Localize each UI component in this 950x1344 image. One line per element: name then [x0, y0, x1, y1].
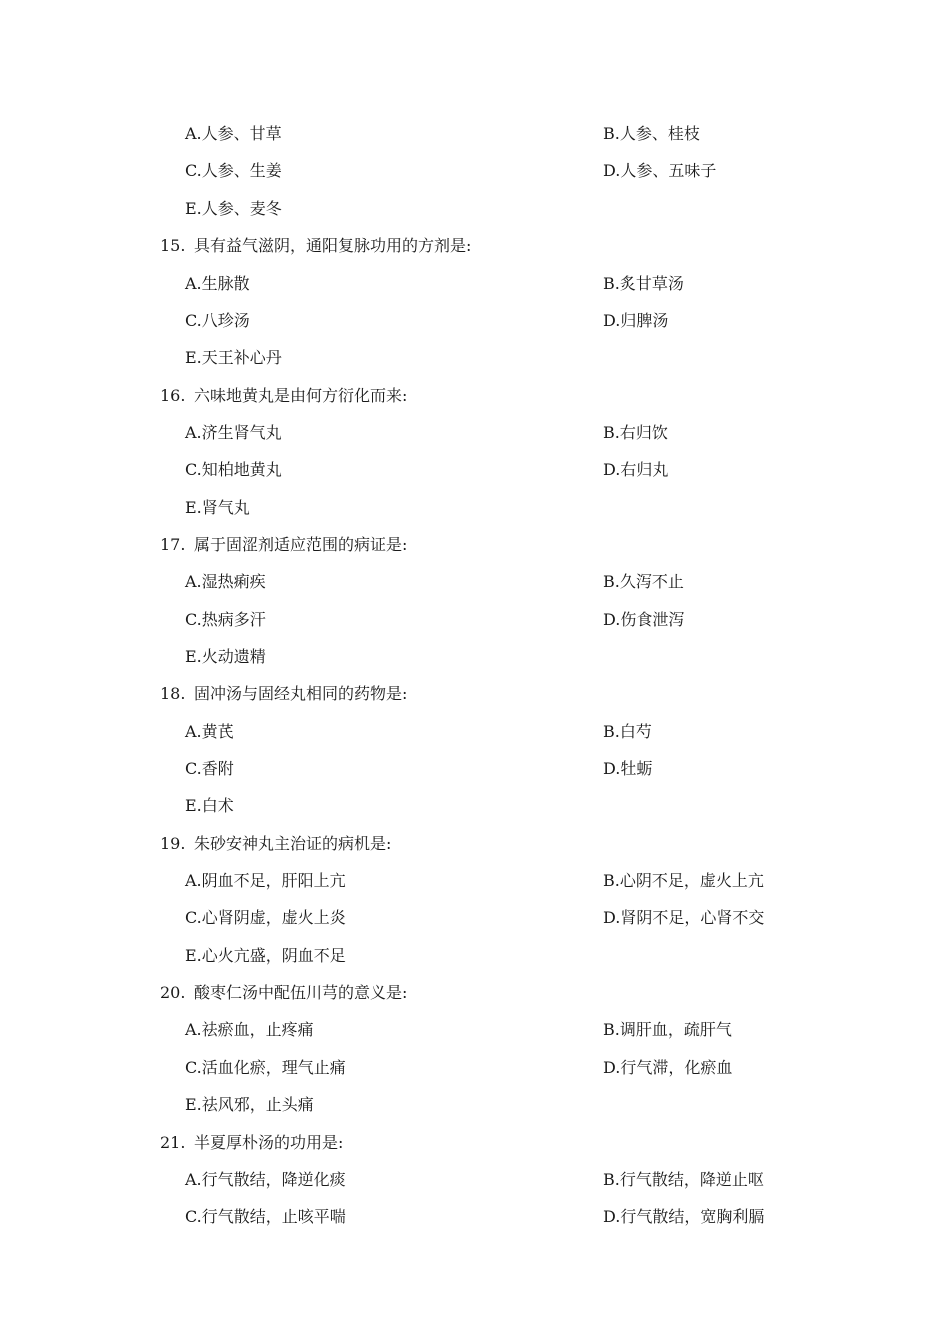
question-19: [160, 831, 391, 857]
option-d: D.肾阴不足，心肾不交: [603, 908, 765, 927]
option-row: [0, 345, 950, 371]
option-d: D.归脾汤: [603, 311, 669, 330]
option-e: E.天王补心丹: [185, 348, 282, 367]
question-row: [0, 233, 950, 259]
question-number: 17.: [160, 535, 186, 554]
option-row: [0, 196, 950, 222]
option-row: [0, 943, 950, 969]
option-row: [0, 495, 950, 521]
question-stem: 半夏厚朴汤的功用是:: [194, 1133, 344, 1152]
option-b: B.白芍: [603, 722, 652, 741]
question-stem: 六味地黄丸是由何方衍化而来:: [194, 386, 408, 405]
option-row: [0, 1167, 950, 1193]
option-e: E.白术: [185, 796, 234, 815]
question-row: [0, 980, 950, 1006]
option-d: D.伤食泄泻: [603, 610, 685, 629]
question-number: 21.: [160, 1133, 186, 1152]
option-a: A.湿热痢疾: [185, 572, 266, 591]
option-row: [0, 644, 950, 670]
question-row: [0, 681, 950, 707]
option-a: A.行气散结，降逆化痰: [185, 1170, 346, 1189]
option-b: B.心阴不足，虚火上亢: [603, 871, 764, 890]
option-d: D.行气散结，宽胸利膈: [603, 1207, 765, 1226]
question-number: 20.: [160, 983, 186, 1002]
option-row: [0, 1092, 950, 1118]
option-c: C.香附: [185, 759, 234, 778]
option-row: [0, 905, 950, 931]
option-row: [0, 420, 950, 446]
question-20: [160, 980, 407, 1006]
option-b: B.人参、桂枝: [603, 124, 700, 143]
option-row: [0, 569, 950, 595]
option-c: C.人参、生姜: [185, 161, 282, 180]
option-b: B.久泻不止: [603, 572, 684, 591]
option-c: C.八珍汤: [185, 311, 250, 330]
option-a: A.人参、甘草: [185, 124, 282, 143]
question-row: [0, 383, 950, 409]
option-a: A.生脉散: [185, 274, 250, 293]
option-row: [0, 719, 950, 745]
option-d: D.牡蛎: [603, 759, 653, 778]
option-e: E.心火亢盛，阴血不足: [185, 946, 346, 965]
option-e: E.火动遗精: [185, 647, 266, 666]
question-17: [160, 532, 407, 558]
option-a: A.祛瘀血，止疼痛: [185, 1020, 314, 1039]
option-row: [0, 121, 950, 147]
question-number: 15.: [160, 236, 186, 255]
option-row: [0, 793, 950, 819]
question-15: [160, 233, 471, 259]
option-row: [0, 158, 950, 184]
option-b: B.右归饮: [603, 423, 668, 442]
question-18: [160, 681, 407, 707]
question-row: [0, 831, 950, 857]
option-c: C.知柏地黄丸: [185, 460, 282, 479]
question-16: [160, 383, 407, 409]
option-e: E.人参、麦冬: [185, 199, 282, 218]
option-e: E.肾气丸: [185, 498, 250, 517]
question-row: [0, 532, 950, 558]
question-stem: 朱砂安神丸主治证的病机是:: [194, 834, 392, 853]
question-stem: 属于固涩剂适应范围的病证是:: [194, 535, 408, 554]
option-d: D.右归丸: [603, 460, 669, 479]
option-a: A.阴血不足，肝阳上亢: [185, 871, 346, 890]
option-b: B.炙甘草汤: [603, 274, 684, 293]
option-d: D.行气滞，化瘀血: [603, 1058, 733, 1077]
question-21: [160, 1130, 343, 1156]
option-row: [0, 1204, 950, 1230]
option-c: C.心肾阴虚，虚火上炎: [185, 908, 346, 927]
option-row: [0, 308, 950, 334]
question-stem: 具有益气滋阴，通阳复脉功用的方剂是:: [194, 236, 472, 255]
option-row: [0, 607, 950, 633]
question-number: 18.: [160, 684, 186, 703]
option-row: [0, 1017, 950, 1043]
option-row: [0, 1055, 950, 1081]
option-b: B.行气散结，降逆止呕: [603, 1170, 764, 1189]
option-c: C.热病多汗: [185, 610, 266, 629]
option-b: B.调肝血，疏肝气: [603, 1020, 732, 1039]
option-row: [0, 271, 950, 297]
question-stem: 酸枣仁汤中配伍川芎的意义是:: [194, 983, 408, 1002]
option-row: [0, 756, 950, 782]
option-d: D.人参、五味子: [603, 161, 717, 180]
option-a: A.黄芪: [185, 722, 234, 741]
option-row: [0, 457, 950, 483]
option-e: E.祛风邪，止头痛: [185, 1095, 314, 1114]
option-a: A.济生肾气丸: [185, 423, 282, 442]
question-number: 16.: [160, 386, 186, 405]
question-row: [0, 1130, 950, 1156]
question-number: 19.: [160, 834, 186, 853]
question-stem: 固冲汤与固经丸相同的药物是:: [194, 684, 408, 703]
option-c: C.行气散结，止咳平喘: [185, 1207, 346, 1226]
option-row: [0, 868, 950, 894]
option-c: C.活血化瘀，理气止痛: [185, 1058, 346, 1077]
